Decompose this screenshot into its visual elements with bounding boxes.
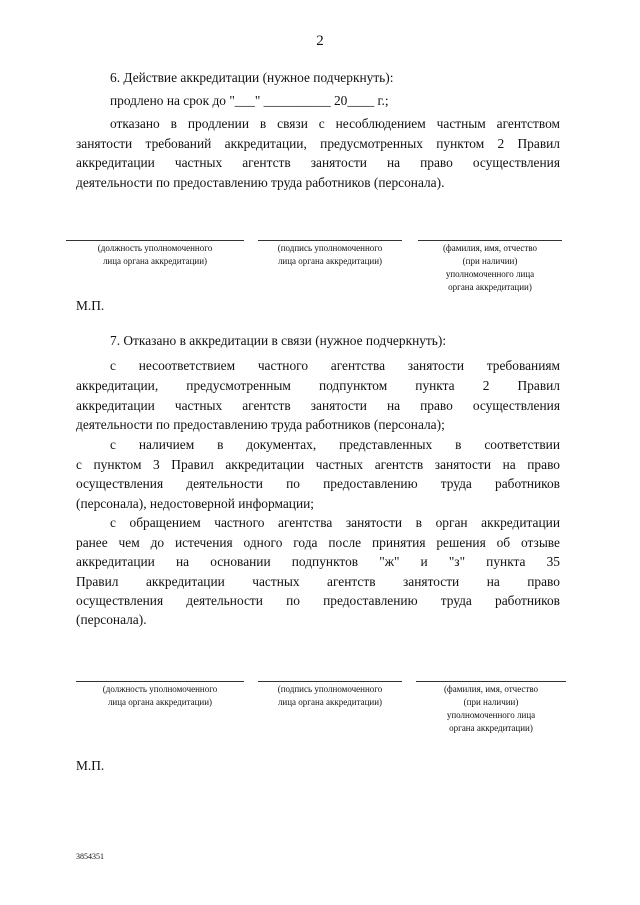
section7-reason2-line: с наличием в документах, представленных в соответствии — [110, 437, 560, 452]
section6-heading: 6. Действие аккредитации (нужное подчеркнуть): — [110, 70, 394, 85]
section6-refused-line: деятельности по предоставлению труда работников (персонала). — [76, 175, 445, 190]
section7-reason1-line: аккредитации, предусмотренным подпунктом пункта 2 Правил — [76, 378, 560, 393]
section7-reason3-line: осуществления деятельности по предоставлению труда работников — [76, 593, 560, 608]
section6-refused-line: аккредитации частных агентств занятости на право осуществления — [76, 155, 560, 170]
name-signature-field: (фамилия, имя, отчество (при наличии) уполномоченного лица органа аккредитации) — [416, 681, 566, 735]
section6-refused-line: отказано в продлении в связи с несоблюдением частным агентством — [110, 116, 560, 131]
section7-reason1-line: с несоответствием частного агентства занятости требованиям — [110, 358, 560, 373]
section7-reason1-line: аккредитации частных агентств занятости на право осуществления — [76, 398, 560, 413]
position-signature-field: (должность уполномоченного лица органа аккредитации) — [76, 681, 244, 709]
section7-reason3-line: ранее чем до истечения одного года после принятия решения об отзыве — [76, 535, 560, 550]
section6-refused-line: занятости требований аккредитации, предусмотренных пунктом 2 Правил — [76, 136, 560, 151]
page-number: 2 — [316, 33, 324, 49]
section7-reason1-line: деятельности по предоставлению труда работников (персонала); — [76, 417, 445, 432]
position-signature-field: (должность уполномоченного лица органа аккредитации) — [66, 240, 244, 268]
section6-extended-option: продлено на срок до "___" __________ 20____ г.; — [110, 93, 389, 108]
section7-reason3-line: (персонала). — [76, 612, 147, 627]
section7-reason3-line: Правил аккредитации частных агентств занятости на право — [76, 574, 560, 589]
stamp-place-label: М.П. — [76, 758, 105, 773]
signature-field: (подпись уполномоченного лица органа аккредитации) — [258, 681, 402, 709]
section7-reason2-line: (персонала), недостоверной информации; — [76, 496, 314, 511]
stamp-place-label: М.П. — [76, 298, 105, 313]
document-number: 3854351 — [76, 852, 104, 861]
name-signature-field: (фамилия, имя, отчество (при наличии) уполномоченного лица органа аккредитации) — [418, 240, 562, 294]
section7-reason3-line: с обращением частного агентства занятости в орган аккредитации — [110, 515, 560, 530]
section7-reason2-line: осуществления деятельности по предоставлению труда работников — [76, 476, 560, 491]
section7-reason3-line: аккредитации на основании подпунктов "ж" и "з" пункта 35 — [76, 554, 560, 569]
section7-reason2-line: с пунктом 3 Правил аккредитации частных агентств занятости на право — [76, 457, 560, 472]
section7-heading: 7. Отказано в аккредитации в связи (нужное подчеркнуть): — [110, 333, 447, 348]
signature-field: (подпись уполномоченного лица органа аккредитации) — [258, 240, 402, 268]
